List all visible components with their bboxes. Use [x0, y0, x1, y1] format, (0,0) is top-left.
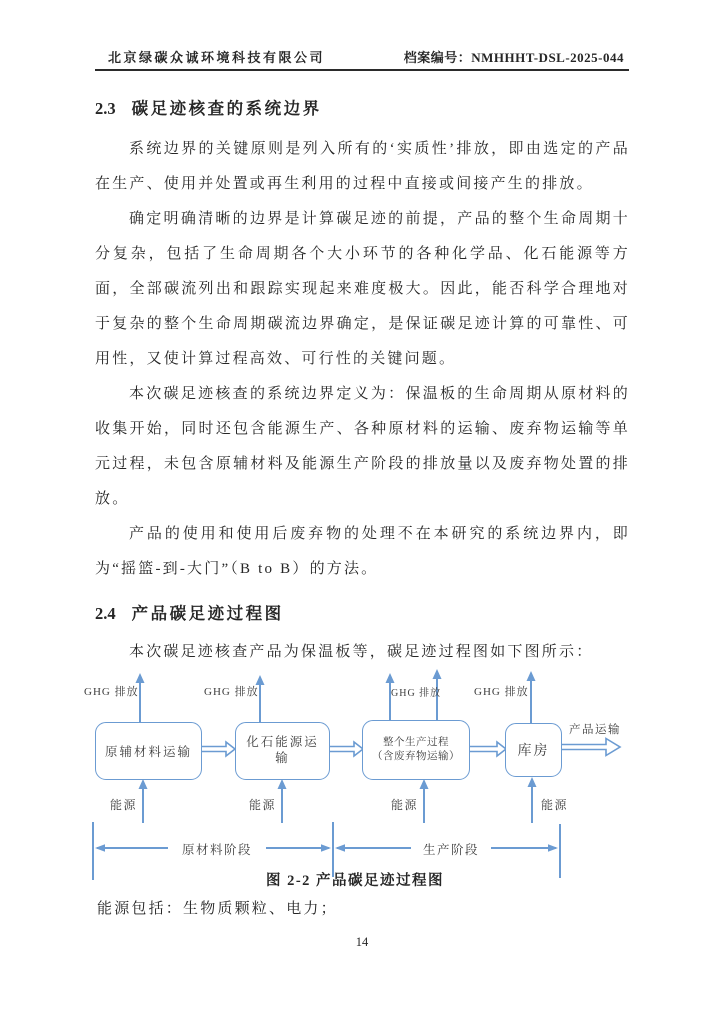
- connector-arrow-3: [468, 742, 506, 756]
- box-label: 整个生产过程: [383, 737, 449, 749]
- doc-number-label: 档案编号：: [403, 50, 472, 65]
- energy-note: 能源包括：生物质颗粒、电力；: [97, 901, 338, 917]
- energy-label-4: 能源: [541, 798, 569, 812]
- figure-caption: 图 2-2 产品碳足迹过程图: [265, 873, 445, 889]
- ghg-emission-label-4: GHG 排放: [474, 686, 529, 698]
- ghg-emission-label-1: GHG 排放: [84, 686, 139, 698]
- header-rule: [95, 69, 629, 71]
- energy-label-2: 能源: [249, 798, 277, 812]
- box-label: 输: [275, 751, 290, 765]
- paragraph-boundary-complexity: 确定明确清晰的边界是计算碳足迹的前提，产品的整个生命周期十分复杂，包括了生命周期各个大小环节的各种化学品、化石能源等方面，全部碳流列出和跟踪实现起来难度极大。因此，能否科学合理地对于复杂的整个生命周期碳流边界确定，是保证碳足迹计算的可靠性、可用性，又使计算过程高效、可行性的关键问题。: [95, 211, 630, 367]
- energy-label-3: 能源: [391, 798, 419, 812]
- ghg-emission-label-3: GHG 排放: [391, 688, 442, 699]
- section-2-4-number: 2.4: [95, 604, 116, 623]
- header-doc-number: [404, 47, 624, 66]
- header-company: 北京绿碳众诚环境科技有限公司: [108, 50, 326, 65]
- energy-arrow-box4: [528, 777, 537, 823]
- energy-label-1: 能源: [110, 798, 138, 812]
- doc-number-value: NMHHHT-DSL-2025-044: [471, 50, 624, 65]
- section-2-4-title: 产品碳足迹过程图: [131, 604, 284, 623]
- product-transport-label: 产品运输: [569, 724, 621, 736]
- process-box-production-process: [362, 720, 470, 780]
- box-label: 原辅材料运输: [104, 745, 192, 759]
- section-2-3-title: 碳足迹核查的系统边界: [131, 99, 322, 118]
- section-2-3-heading: [95, 94, 630, 124]
- product-transport-arrow: [560, 739, 620, 756]
- document-body: [95, 94, 630, 679]
- paragraph-b-to-b-method: 产品的使用和使用后废弃物的处理不在本研究的系统边界内，即为“摇篮-到-大门”（B to B）的方法。: [95, 526, 630, 577]
- energy-arrow-box3: [420, 779, 429, 823]
- paragraph-boundary-definition: 本次碳足迹核查的系统边界定义为：保温板的生命周期从原材料的收集开始，同时还包含能源生产、各种原材料的运输、废弃物运输等单元过程，未包含原辅材料及能源生产阶段的排放量以及废弃物处置的排放。: [95, 386, 630, 507]
- page-number: 14: [355, 935, 369, 949]
- stage-label-production: 生产阶段: [411, 840, 491, 858]
- energy-arrow-box2: [278, 779, 287, 823]
- paragraph-process-diagram-intro: 本次碳足迹核查产品为保温板等，碳足迹过程图如下图所示：: [129, 644, 594, 660]
- box-label: 化石能源运: [246, 735, 319, 750]
- process-box-warehouse: [505, 723, 562, 777]
- section-2-3-number: 2.3: [95, 99, 116, 118]
- process-box-raw-material-transport: [95, 722, 202, 780]
- connector-arrow-1: [200, 742, 235, 756]
- box-label: 库房: [517, 744, 550, 759]
- carbon-footprint-process-figure: [0, 666, 724, 928]
- stage-label-raw-material: 原材料阶段: [168, 840, 266, 858]
- paragraph-system-boundary-principle: 系统边界的关键原则是列入所有的‘实质性’排放，即由选定的产品在生产、使用并处置或再生利用的过程中直接或间接产生的排放。: [95, 141, 630, 192]
- energy-arrow-box1: [139, 779, 148, 823]
- box-label: （含废弃物运输）: [372, 751, 460, 762]
- ghg-emission-label-2: GHG 排放: [204, 686, 259, 698]
- connector-arrow-2: [328, 742, 363, 756]
- section-2-4-heading: [95, 599, 630, 629]
- process-box-fossil-energy-transport: [235, 722, 330, 780]
